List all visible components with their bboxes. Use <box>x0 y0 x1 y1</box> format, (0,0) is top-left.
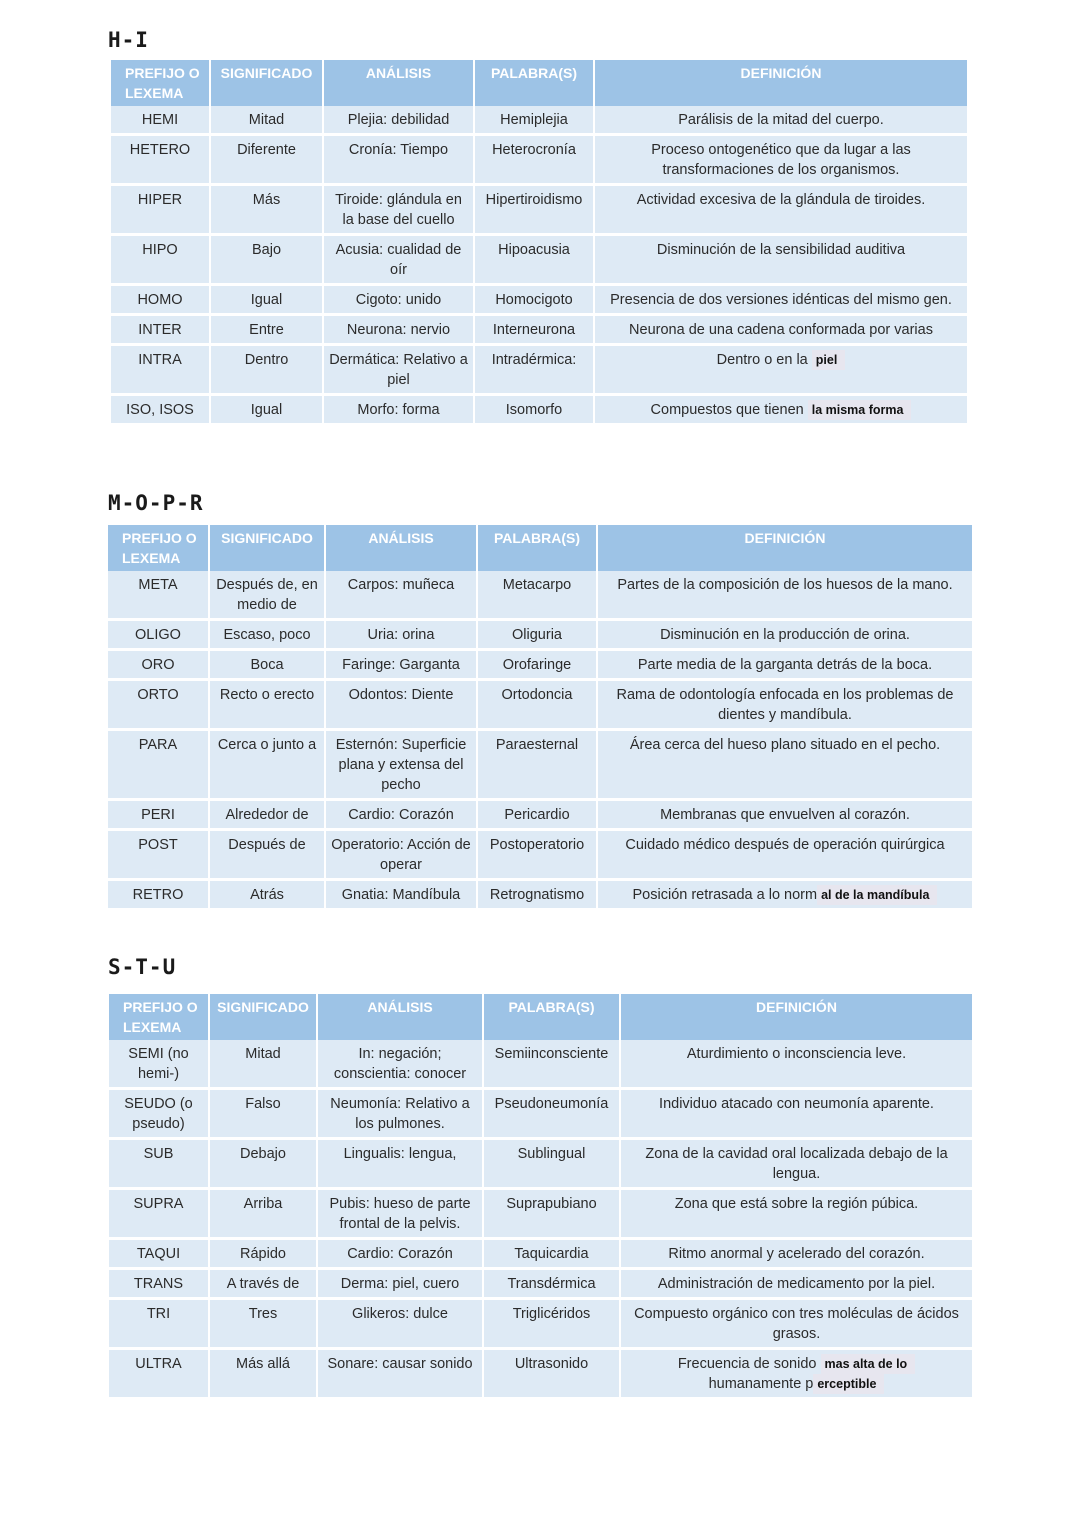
cell-definicion: Zona que está sobre la región púbica. <box>620 1189 972 1239</box>
cell-prefijo: ORTO <box>108 680 209 730</box>
table-row <box>109 1040 972 1089</box>
cell-definicion: Aturdimiento o inconsciencia leve. <box>620 1040 972 1089</box>
table-row <box>108 650 972 680</box>
section-title-m-o-p-r: M-O-P-R <box>108 491 204 515</box>
cell-prefijo: HETERO <box>111 135 210 185</box>
cell-analisis: Sonare: causar sonido <box>317 1349 483 1398</box>
table-row <box>109 1139 972 1189</box>
table-row <box>111 185 967 235</box>
cell-analisis: Tiroide: glándula en la base del cuello <box>323 185 474 235</box>
cell-palabra: Pseudoneumonía <box>483 1089 620 1139</box>
cell-definicion: Disminución en la producción de orina. <box>597 620 972 650</box>
header-significado: SIGNIFICADO <box>209 525 325 571</box>
cell-prefijo: PARA <box>108 730 209 800</box>
cell-definicion <box>594 345 967 395</box>
cell-prefijo: ISO, ISOS <box>111 395 210 424</box>
cell-prefijo: TRI <box>109 1299 209 1349</box>
cell-definicion: Cuidado médico después de operación quirúrgica <box>597 830 972 880</box>
table-row <box>111 285 967 315</box>
table-header-row <box>109 994 972 1040</box>
table-row <box>109 1349 972 1398</box>
cell-definicion: Disminución de la sensibilidad auditiva <box>594 235 967 285</box>
cell-prefijo: HEMI <box>111 106 210 135</box>
cell-significado: Recto o erecto <box>209 680 325 730</box>
cell-analisis: Cardio: Corazón <box>325 800 477 830</box>
cell-significado: Mitad <box>210 106 323 135</box>
cell-analisis: Uria: orina <box>325 620 477 650</box>
cell-prefijo: HOMO <box>111 285 210 315</box>
cell-palabra: Retrognatismo <box>477 880 597 909</box>
table-row <box>109 1089 972 1139</box>
cell-prefijo: ULTRA <box>109 1349 209 1398</box>
definicion-text-line2: humanamente p <box>708 1376 814 1392</box>
cell-definicion: Ritmo anormal y acelerado del corazón. <box>620 1239 972 1269</box>
cell-analisis: Esternón: Superficie plana y extensa del pecho <box>325 730 477 800</box>
table-row <box>108 620 972 650</box>
cell-definicion: Parte media de la garganta detrás de la boca. <box>597 650 972 680</box>
cell-analisis: Dermática: Relativo a piel <box>323 345 474 395</box>
cell-palabra: Hemiplejia <box>474 106 594 135</box>
cell-definicion: Individuo atacado con neumonía aparente. <box>620 1089 972 1139</box>
cell-significado: Alrededor de <box>209 800 325 830</box>
cell-prefijo: POST <box>108 830 209 880</box>
cell-significado: Tres <box>209 1299 317 1349</box>
cell-definicion: Neurona de una cadena conformada por varias <box>594 315 967 345</box>
handwritten-note: la misma forma <box>808 400 912 420</box>
cell-definicion: Proceso ontogenético que da lugar a las transformaciones de los organismos. <box>594 135 967 185</box>
cell-palabra: Postoperatorio <box>477 830 597 880</box>
cell-significado: Boca <box>209 650 325 680</box>
table-row <box>109 1189 972 1239</box>
table-row <box>111 345 967 395</box>
cell-significado: Dentro <box>210 345 323 395</box>
cell-palabra: Semiinconsciente <box>483 1040 620 1089</box>
cell-definicion: Membranas que envuelven al corazón. <box>597 800 972 830</box>
cell-significado: Después de, en medio de <box>209 571 325 620</box>
header-palabra: PALABRA(S) <box>483 994 620 1040</box>
table-row <box>111 135 967 185</box>
handwritten-note-line2: erceptible <box>813 1374 884 1394</box>
cell-definicion: Partes de la composición de los huesos de la mano. <box>597 571 972 620</box>
cell-definicion: Actividad excesiva de la glándula de tiroides. <box>594 185 967 235</box>
cell-prefijo: SEUDO (o pseudo) <box>109 1089 209 1139</box>
cell-definicion: Área cerca del hueso plano situado en el pecho. <box>597 730 972 800</box>
table-row <box>108 680 972 730</box>
vocab-table-s-t-u <box>109 994 972 1397</box>
cell-analisis: Lingualis: lengua, <box>317 1139 483 1189</box>
cell-definicion: Compuesto orgánico con tres moléculas de ácidos grasos. <box>620 1299 972 1349</box>
cell-definicion: Administración de medicamento por la piel. <box>620 1269 972 1299</box>
cell-analisis: Pubis: hueso de parte frontal de la pelvis. <box>317 1189 483 1239</box>
cell-prefijo: INTRA <box>111 345 210 395</box>
cell-analisis: Operatorio: Acción de operar <box>325 830 477 880</box>
cell-significado: Más allá <box>209 1349 317 1398</box>
cell-analisis: Plejia: debilidad <box>323 106 474 135</box>
header-definicion: DEFINICIÓN <box>594 60 967 106</box>
header-significado: SIGNIFICADO <box>209 994 317 1040</box>
cell-prefijo: SUB <box>109 1139 209 1189</box>
cell-definicion <box>594 395 967 424</box>
definicion-text: Dentro o en la <box>716 352 808 368</box>
cell-prefijo: PERI <box>108 800 209 830</box>
table-header-row <box>108 525 972 571</box>
cell-significado: Igual <box>210 395 323 424</box>
cell-prefijo: OLIGO <box>108 620 209 650</box>
cell-analisis: Neurona: nervio <box>323 315 474 345</box>
header-significado: SIGNIFICADO <box>210 60 323 106</box>
handwritten-note: piel <box>812 350 846 370</box>
cell-significado: Rápido <box>209 1239 317 1269</box>
cell-palabra: Homocigoto <box>474 285 594 315</box>
header-prefijo: PREFIJO O LEXEMA <box>111 60 210 106</box>
vocab-table-m-o-p-r <box>108 525 972 908</box>
table-header-row <box>111 60 967 106</box>
cell-analisis: Acusia: cualidad de oír <box>323 235 474 285</box>
cell-palabra: Taquicardia <box>483 1239 620 1269</box>
table-row <box>108 800 972 830</box>
table-row <box>111 315 967 345</box>
table-row <box>111 106 967 135</box>
cell-definicion: Parálisis de la mitad del cuerpo. <box>594 106 967 135</box>
header-analisis: ANÁLISIS <box>317 994 483 1040</box>
cell-significado: Falso <box>209 1089 317 1139</box>
table-row <box>111 395 967 424</box>
cell-significado: A través de <box>209 1269 317 1299</box>
cell-palabra: Sublingual <box>483 1139 620 1189</box>
handwritten-note: mas alta de lo <box>821 1354 916 1374</box>
cell-significado: Debajo <box>209 1139 317 1189</box>
header-palabra: PALABRA(S) <box>477 525 597 571</box>
header-analisis: ANÁLISIS <box>323 60 474 106</box>
cell-palabra: Isomorfo <box>474 395 594 424</box>
cell-significado: Arriba <box>209 1189 317 1239</box>
cell-analisis: Carpos: muñeca <box>325 571 477 620</box>
cell-palabra: Suprapubiano <box>483 1189 620 1239</box>
cell-prefijo: ORO <box>108 650 209 680</box>
cell-palabra: Heterocronía <box>474 135 594 185</box>
cell-palabra: Pericardio <box>477 800 597 830</box>
cell-palabra: Oliguria <box>477 620 597 650</box>
cell-definicion: Zona de la cavidad oral localizada debajo de la lengua. <box>620 1139 972 1189</box>
cell-significado: Entre <box>210 315 323 345</box>
table-row <box>109 1239 972 1269</box>
cell-prefijo: HIPER <box>111 185 210 235</box>
cell-prefijo: RETRO <box>108 880 209 909</box>
cell-significado: Bajo <box>210 235 323 285</box>
header-definicion: DEFINICIÓN <box>597 525 972 571</box>
cell-prefijo: INTER <box>111 315 210 345</box>
section-title-s-t-u: S-T-U <box>108 955 177 979</box>
cell-prefijo: SUPRA <box>109 1189 209 1239</box>
cell-definicion <box>620 1349 972 1398</box>
cell-palabra: Ortodoncia <box>477 680 597 730</box>
cell-significado: Atrás <box>209 880 325 909</box>
cell-palabra: Orofaringe <box>477 650 597 680</box>
table-row <box>111 235 967 285</box>
cell-analisis: Cigoto: unido <box>323 285 474 315</box>
cell-significado: Después de <box>209 830 325 880</box>
cell-palabra: Ultrasonido <box>483 1349 620 1398</box>
table-row <box>109 1269 972 1299</box>
cell-analisis: Cronía: Tiempo <box>323 135 474 185</box>
table-row <box>109 1299 972 1349</box>
cell-palabra: Triglicéridos <box>483 1299 620 1349</box>
table-row <box>108 730 972 800</box>
cell-significado: Diferente <box>210 135 323 185</box>
cell-significado: Escaso, poco <box>209 620 325 650</box>
cell-definicion <box>597 880 972 909</box>
cell-palabra: Transdérmica <box>483 1269 620 1299</box>
cell-palabra: Metacarpo <box>477 571 597 620</box>
table-row <box>108 880 972 909</box>
header-prefijo: PREFIJO O LEXEMA <box>109 994 209 1040</box>
vocab-table-h-i <box>111 60 967 423</box>
cell-prefijo: TAQUI <box>109 1239 209 1269</box>
cell-palabra: Intradérmica: <box>474 345 594 395</box>
cell-prefijo: SEMI (no hemi-) <box>109 1040 209 1089</box>
header-definicion: DEFINICIÓN <box>620 994 972 1040</box>
handwritten-note: al de la mandíbula <box>817 885 937 905</box>
table-row <box>108 571 972 620</box>
definicion-text: Posición retrasada a lo norm <box>632 887 818 903</box>
cell-definicion: Rama de odontología enfocada en los problemas de dientes y mandíbula. <box>597 680 972 730</box>
cell-prefijo: META <box>108 571 209 620</box>
cell-prefijo: TRANS <box>109 1269 209 1299</box>
cell-analisis: Derma: piel, cuero <box>317 1269 483 1299</box>
cell-analisis: Cardio: Corazón <box>317 1239 483 1269</box>
header-palabra: PALABRA(S) <box>474 60 594 106</box>
cell-significado: Igual <box>210 285 323 315</box>
cell-palabra: Interneurona <box>474 315 594 345</box>
cell-analisis: Neumonía: Relativo a los pulmones. <box>317 1089 483 1139</box>
cell-analisis: Odontos: Diente <box>325 680 477 730</box>
cell-prefijo: HIPO <box>111 235 210 285</box>
definicion-text: Frecuencia de sonido <box>677 1356 817 1372</box>
cell-palabra: Hipertiroidismo <box>474 185 594 235</box>
cell-analisis: Morfo: forma <box>323 395 474 424</box>
cell-significado: Cerca o junto a <box>209 730 325 800</box>
cell-analisis: In: negación; conscientia: conocer <box>317 1040 483 1089</box>
cell-significado: Más <box>210 185 323 235</box>
header-prefijo: PREFIJO O LEXEMA <box>108 525 209 571</box>
section-title-h-i: H-I <box>108 28 149 52</box>
cell-definicion: Presencia de dos versiones idénticas del mismo gen. <box>594 285 967 315</box>
cell-palabra: Hipoacusia <box>474 235 594 285</box>
cell-palabra: Paraesternal <box>477 730 597 800</box>
cell-analisis: Glikeros: dulce <box>317 1299 483 1349</box>
definicion-text: Compuestos que tienen <box>650 402 804 418</box>
header-analisis: ANÁLISIS <box>325 525 477 571</box>
table-row <box>108 830 972 880</box>
cell-analisis: Gnatia: Mandíbula <box>325 880 477 909</box>
cell-analisis: Faringe: Garganta <box>325 650 477 680</box>
cell-significado: Mitad <box>209 1040 317 1089</box>
